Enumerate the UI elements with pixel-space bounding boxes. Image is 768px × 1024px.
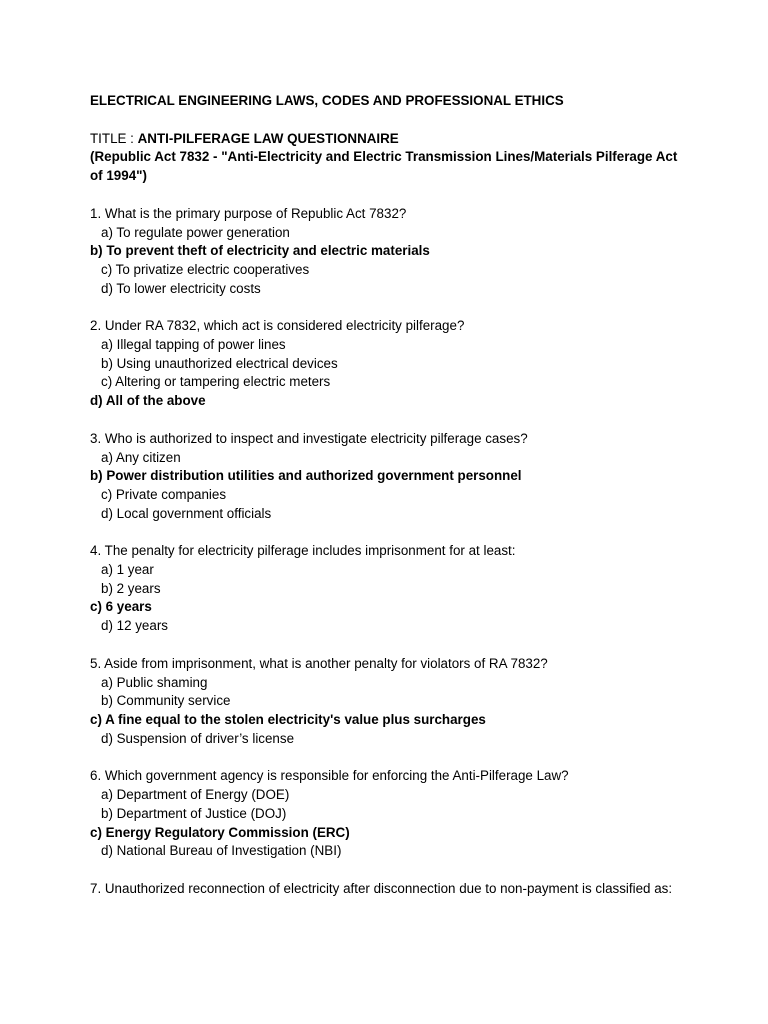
answer-option: b) 2 years <box>101 580 161 596</box>
question-text: 3. Who is authorized to inspect and investigate electricity pilferage cases? <box>90 430 528 446</box>
correct-answer-option: c) Energy Regulatory Commission (ERC) <box>90 824 350 840</box>
document-content <box>90 92 690 899</box>
answer-option: a) Illegal tapping of power lines <box>101 337 286 353</box>
question-text: 5. Aside from imprisonment, what is another penalty for violators of RA 7832? <box>90 655 548 671</box>
correct-answer-option: c) A fine equal to the stolen electricity's value plus surcharges <box>90 711 486 727</box>
option-list <box>90 224 690 299</box>
document-heading: ELECTRICAL ENGINEERING LAWS, CODES AND PROFESSIONAL ETHICS <box>90 93 564 108</box>
question-text: 6. Which government agency is responsible for enforcing the Anti-Pilferage Law? <box>90 768 569 784</box>
question-list <box>90 205 690 899</box>
title-value: ANTI-PILFERAGE LAW QUESTIONNAIRE <box>137 130 399 146</box>
answer-option: a) Department of Energy (DOE) <box>101 787 290 803</box>
question-block <box>90 542 690 636</box>
option-list <box>90 674 690 749</box>
answer-option: a) 1 year <box>101 562 154 578</box>
option-list <box>90 449 690 524</box>
answer-option: c) Altering or tampering electric meters <box>101 374 331 390</box>
document-subtitle: (Republic Act 7832 - "Anti-Electricity and Electric Transmission Lines/Materials Pilferage Act of 1994") <box>90 149 678 184</box>
question-block <box>90 767 690 861</box>
correct-answer-option: b) Power distribution utilities and authorized government personnel <box>90 468 522 484</box>
answer-option: c) Private companies <box>101 486 227 502</box>
question-text: 4. The penalty for electricity pilferage includes imprisonment for at least: <box>90 543 516 559</box>
answer-option: d) Suspension of driver’s license <box>101 730 295 746</box>
answer-option: c) To privatize electric cooperatives <box>101 261 310 277</box>
question-block <box>90 430 690 524</box>
answer-option: a) Any citizen <box>101 449 181 465</box>
question-text: 2. Under RA 7832, which act is considered electricity pilferage? <box>90 318 465 334</box>
answer-option: d) Local government officials <box>101 505 272 521</box>
correct-answer-option: c) 6 years <box>90 599 152 615</box>
answer-option: b) Department of Justice (DOJ) <box>101 805 287 821</box>
answer-option: d) To lower electricity costs <box>101 280 261 296</box>
answer-option: b) Community service <box>101 693 231 709</box>
option-list <box>90 561 690 636</box>
correct-answer-option: b) To prevent theft of electricity and electric materials <box>90 243 430 259</box>
question-block <box>90 880 690 899</box>
answer-option: a) To regulate power generation <box>101 224 290 240</box>
title-label: TITLE : <box>90 130 138 146</box>
question-block <box>90 317 690 411</box>
answer-option: a) Public shaming <box>101 674 208 690</box>
question-text: 1. What is the primary purpose of Republic Act 7832? <box>90 205 407 221</box>
answer-option: d) 12 years <box>101 618 168 634</box>
correct-answer-option: d) All of the above <box>90 393 206 409</box>
question-block <box>90 205 690 299</box>
question-block <box>90 655 690 749</box>
question-text: 7. Unauthorized reconnection of electricity after disconnection due to non-payment is classified as: <box>90 880 673 896</box>
answer-option: d) National Bureau of Investigation (NBI) <box>101 843 342 859</box>
title-line <box>90 130 690 149</box>
answer-option: b) Using unauthorized electrical devices <box>101 355 338 371</box>
option-list <box>90 786 690 861</box>
option-list <box>90 336 690 411</box>
